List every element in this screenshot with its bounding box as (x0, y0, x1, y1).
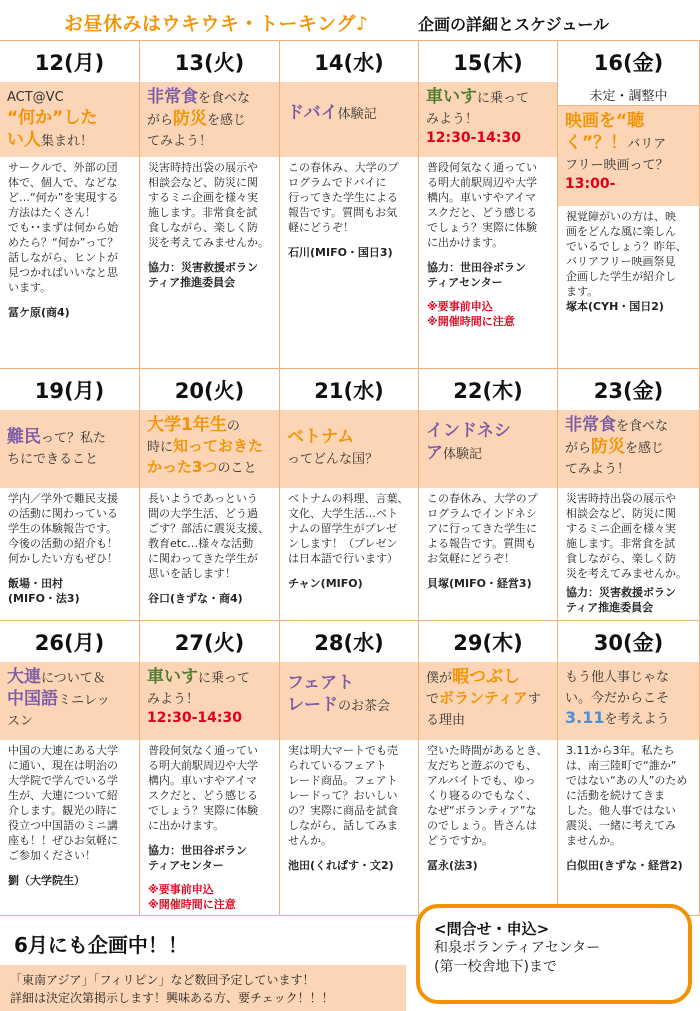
event-title-band: フェアト レードのお茶会 (280, 662, 419, 740)
event-details (280, 488, 419, 622)
day-header: 23(金) (558, 368, 700, 410)
event-details (558, 740, 700, 916)
event-details (0, 157, 140, 370)
sponsor: 協力：災害救援ボラン ティア推進委員会 (566, 585, 676, 614)
sponsor: 協力：災害救援ボラン ティア推進委員会 (148, 260, 258, 289)
event-time: 13:00- (565, 176, 616, 193)
day-header: 13(火) (140, 40, 280, 82)
sponsor: 協力：世田谷ボラン ティアセンター (148, 843, 247, 872)
presenter: 劉（大学院生） (8, 873, 85, 887)
june-notice (0, 917, 410, 1011)
event-description: 実は明大マートでも売 られているフェアト レード商品。フェアト レードって？おいしい の？実際に商品を試食 しながら、話してみま せんか。 (288, 744, 398, 847)
event-title-band: ACT@VC “何か”した い人集まれ！ (0, 82, 140, 157)
contact-location: (第一校舎地下)まで (434, 958, 557, 975)
event-title-band: 大連について＆ 中国語ミニレッ スン (0, 662, 140, 740)
presenter: 飯場・田村 (MIFO・法3) (8, 576, 80, 605)
presenter: 白似田(きずな・経営2) (566, 858, 683, 872)
day-header: 21(水) (280, 368, 419, 410)
event-description: 視覚障がいの方は、映 画をどんな風に楽しん でいるでしょう？昨年、 バリアフリー映画祭見 企画した学生が紹介し ます。 (566, 210, 687, 298)
event-description: 普段何気なく通ってい る明大前駅周辺や大学 構内。車いすやアイマ スクだと、どう感じる でしょう？実際に体験 に出かけます。 (427, 161, 537, 249)
event-title-band: 非常食を食べな がら防災を感じ てみよう！ (140, 82, 280, 157)
day-header: 12(月) (0, 40, 140, 82)
event-details (0, 740, 140, 916)
presenter: 谷口(きずな・商4) (148, 591, 243, 605)
event-title-band: 難民って？私た ちにできること (0, 410, 140, 488)
sponsor: 協力：世田谷ボラン ティアセンター (427, 260, 526, 289)
event-description: 3.11から3年。私たち は、南三陸町で“誰か” ではない“あの人”のため に活動を続けてきま した。他人事ではない 震災、一緒に考えてみ ませんか。 (566, 744, 688, 847)
day-header: 26(月) (0, 620, 140, 662)
event-description: この春休み、大学のプ ログラムでドバイに 行ってきた学生による 報告です。質問もお気 軽にどうぞ！ (288, 161, 399, 234)
page-header (0, 0, 700, 40)
event-title-band: 大学1年生の 時に知っておきた かった3つのこと (140, 410, 280, 488)
event-title-band: もう他人事じゃな い。今だからこそ 3.11を考えよう (558, 662, 700, 740)
event-description: この春休み、大学のプ ログラムでインドネシ アに行ってきた学生に よる報告です。質問も お気軽にどうぞ！ (427, 492, 538, 565)
event-tag: ACT@VC (7, 90, 64, 105)
contact-place: 和泉ボランティアセンター (434, 940, 601, 956)
event-details (419, 740, 558, 916)
contact-box (416, 904, 692, 1004)
day-header: 15(木) (419, 40, 558, 82)
event-details (419, 488, 558, 622)
day-header: 19(月) (0, 368, 140, 410)
event-description: 災害時持出袋の展示や 相談会など、防災に関 するミニ企画を様々実 施します。非常食を試 食しながら、楽しく防 災を考えてみませんか。 (148, 161, 269, 249)
event-details (419, 157, 558, 370)
event-title-band: ベトナム ってどんな国？ (280, 410, 419, 488)
warning-note: ※要事前申込 ※開催時間に注意 (427, 300, 515, 329)
event-details (140, 740, 280, 916)
presenter: 冨永(法3) (427, 858, 478, 872)
presenter: 石川(MIFO・国日3) (288, 245, 393, 259)
june-title: 6月にも企画中！！ (14, 933, 188, 957)
event-description: ベトナムの料理、言葉、 文化、大学生活…ベト ナムの留学生がプレゼ ンします！（プレゼン は日本語で行います） (288, 492, 409, 565)
day-header: 20(火) (140, 368, 280, 410)
day-header: 14(水) (280, 40, 419, 82)
event-description: 長いようであっという 間の大学生活、どう過 ごす？部活に震災支援、 教育etc…様々な活動 に関わってきた学生が 思いを話します！ (148, 492, 269, 580)
june-details: 「東南アジア」「フィリピン」など数回予定しています！ 詳細は決定次第掲示します！興味ある方、要チェック！！！ (0, 965, 406, 1011)
event-time: 12:30-14:30 (147, 709, 242, 726)
event-title-band: 車いすに乗って みよう！ 12:30-14:30 (140, 662, 280, 740)
event-details (558, 206, 700, 370)
day-header: 28(水) (280, 620, 419, 662)
day-header: 30(金) (558, 620, 700, 662)
presenter: 冨ケ原(商4) (8, 305, 70, 319)
event-description: 災害時持出袋の展示や 相談会など、防災に関 するミニ企画を様々実 施します。非常食を試 食しながら、楽しく防 災を考えてみませんか。 (566, 492, 687, 580)
event-details (140, 157, 280, 370)
event-details (0, 488, 140, 622)
event-title-band: インドネシ ア体験記 (419, 410, 558, 488)
event-title-band: 僕が暇つぶし でボランティアす る理由 (419, 662, 558, 740)
event-description: 中国の大連にある大学 に通い、現在は明治の 大学院で学んでいる学 生が、大連について紹 介します。観光の時に 役立つ中国語のミニ講 座も！！ぜひお気軽に ご参加ください！ (8, 744, 118, 862)
sub-title: 企画の詳細とスケジュール (418, 15, 610, 34)
event-title-band: 非常食を食べな がら防災を感じ てみよう！ (558, 410, 700, 488)
day-header: 27(火) (140, 620, 280, 662)
presenter: 池田(くれぱす・文2) (288, 858, 394, 872)
event-title-band: 車いすに乗って みよう！ 12:30-14:30 (419, 82, 558, 157)
presenter: チャン(MIFO) (288, 576, 363, 590)
event-description: 空いた時間があるとき、 友だちと遊ぶのでも、 アルバイトでも、ゆっ くり寝るのでもなく、 なぜ“ボランティア”な のでしょう。皆さんは どうですか。 (427, 744, 548, 847)
event-description: 普段何気なく通ってい る明大前駅周辺や大学 構内。車いすやアイマ スクだと、どう感じる でしょう？実際に体験 に出かけます。 (148, 744, 258, 832)
event-status: 未定・調整中 (558, 82, 700, 106)
event-details (280, 157, 419, 370)
event-details (140, 488, 280, 622)
event-title-band: 映画を“聴 く”？！バリア フリー映画って？ 13:00- (558, 106, 700, 206)
event-details (558, 488, 700, 622)
day-header: 16(金) (558, 40, 700, 82)
event-details (280, 740, 419, 916)
contact-title: <問合せ・申込> (434, 920, 550, 938)
warning-note: ※要事前申込 ※開催時間に注意 (148, 883, 236, 912)
event-time: 12:30-14:30 (426, 129, 521, 146)
day-header: 22(木) (419, 368, 558, 410)
event-title-band: ドバイ体験記 (280, 82, 419, 157)
day-header: 29(木) (419, 620, 558, 662)
main-title: お昼休みはウキウキ・トーキング♪ (64, 13, 369, 35)
event-description: サークルで、外部の団 体で、個人で、などな ど…“何か”を実現する 方法はたくさん！ でも･･まずは何から始 めたら？“何か”って？ 話しながら、ヒントが 見つかればいいなと思 います。 (8, 161, 119, 294)
presenter: 貝塚(MIFO・経営3) (427, 576, 532, 590)
event-description: 学内／学外で難民支援 の活動に関わっている 学生の体験報告です。 今後の活動の紹介も！ 何かしたい方もぜひ！ (8, 492, 118, 565)
presenter: 塚本(CYH・国日2) (566, 299, 664, 313)
